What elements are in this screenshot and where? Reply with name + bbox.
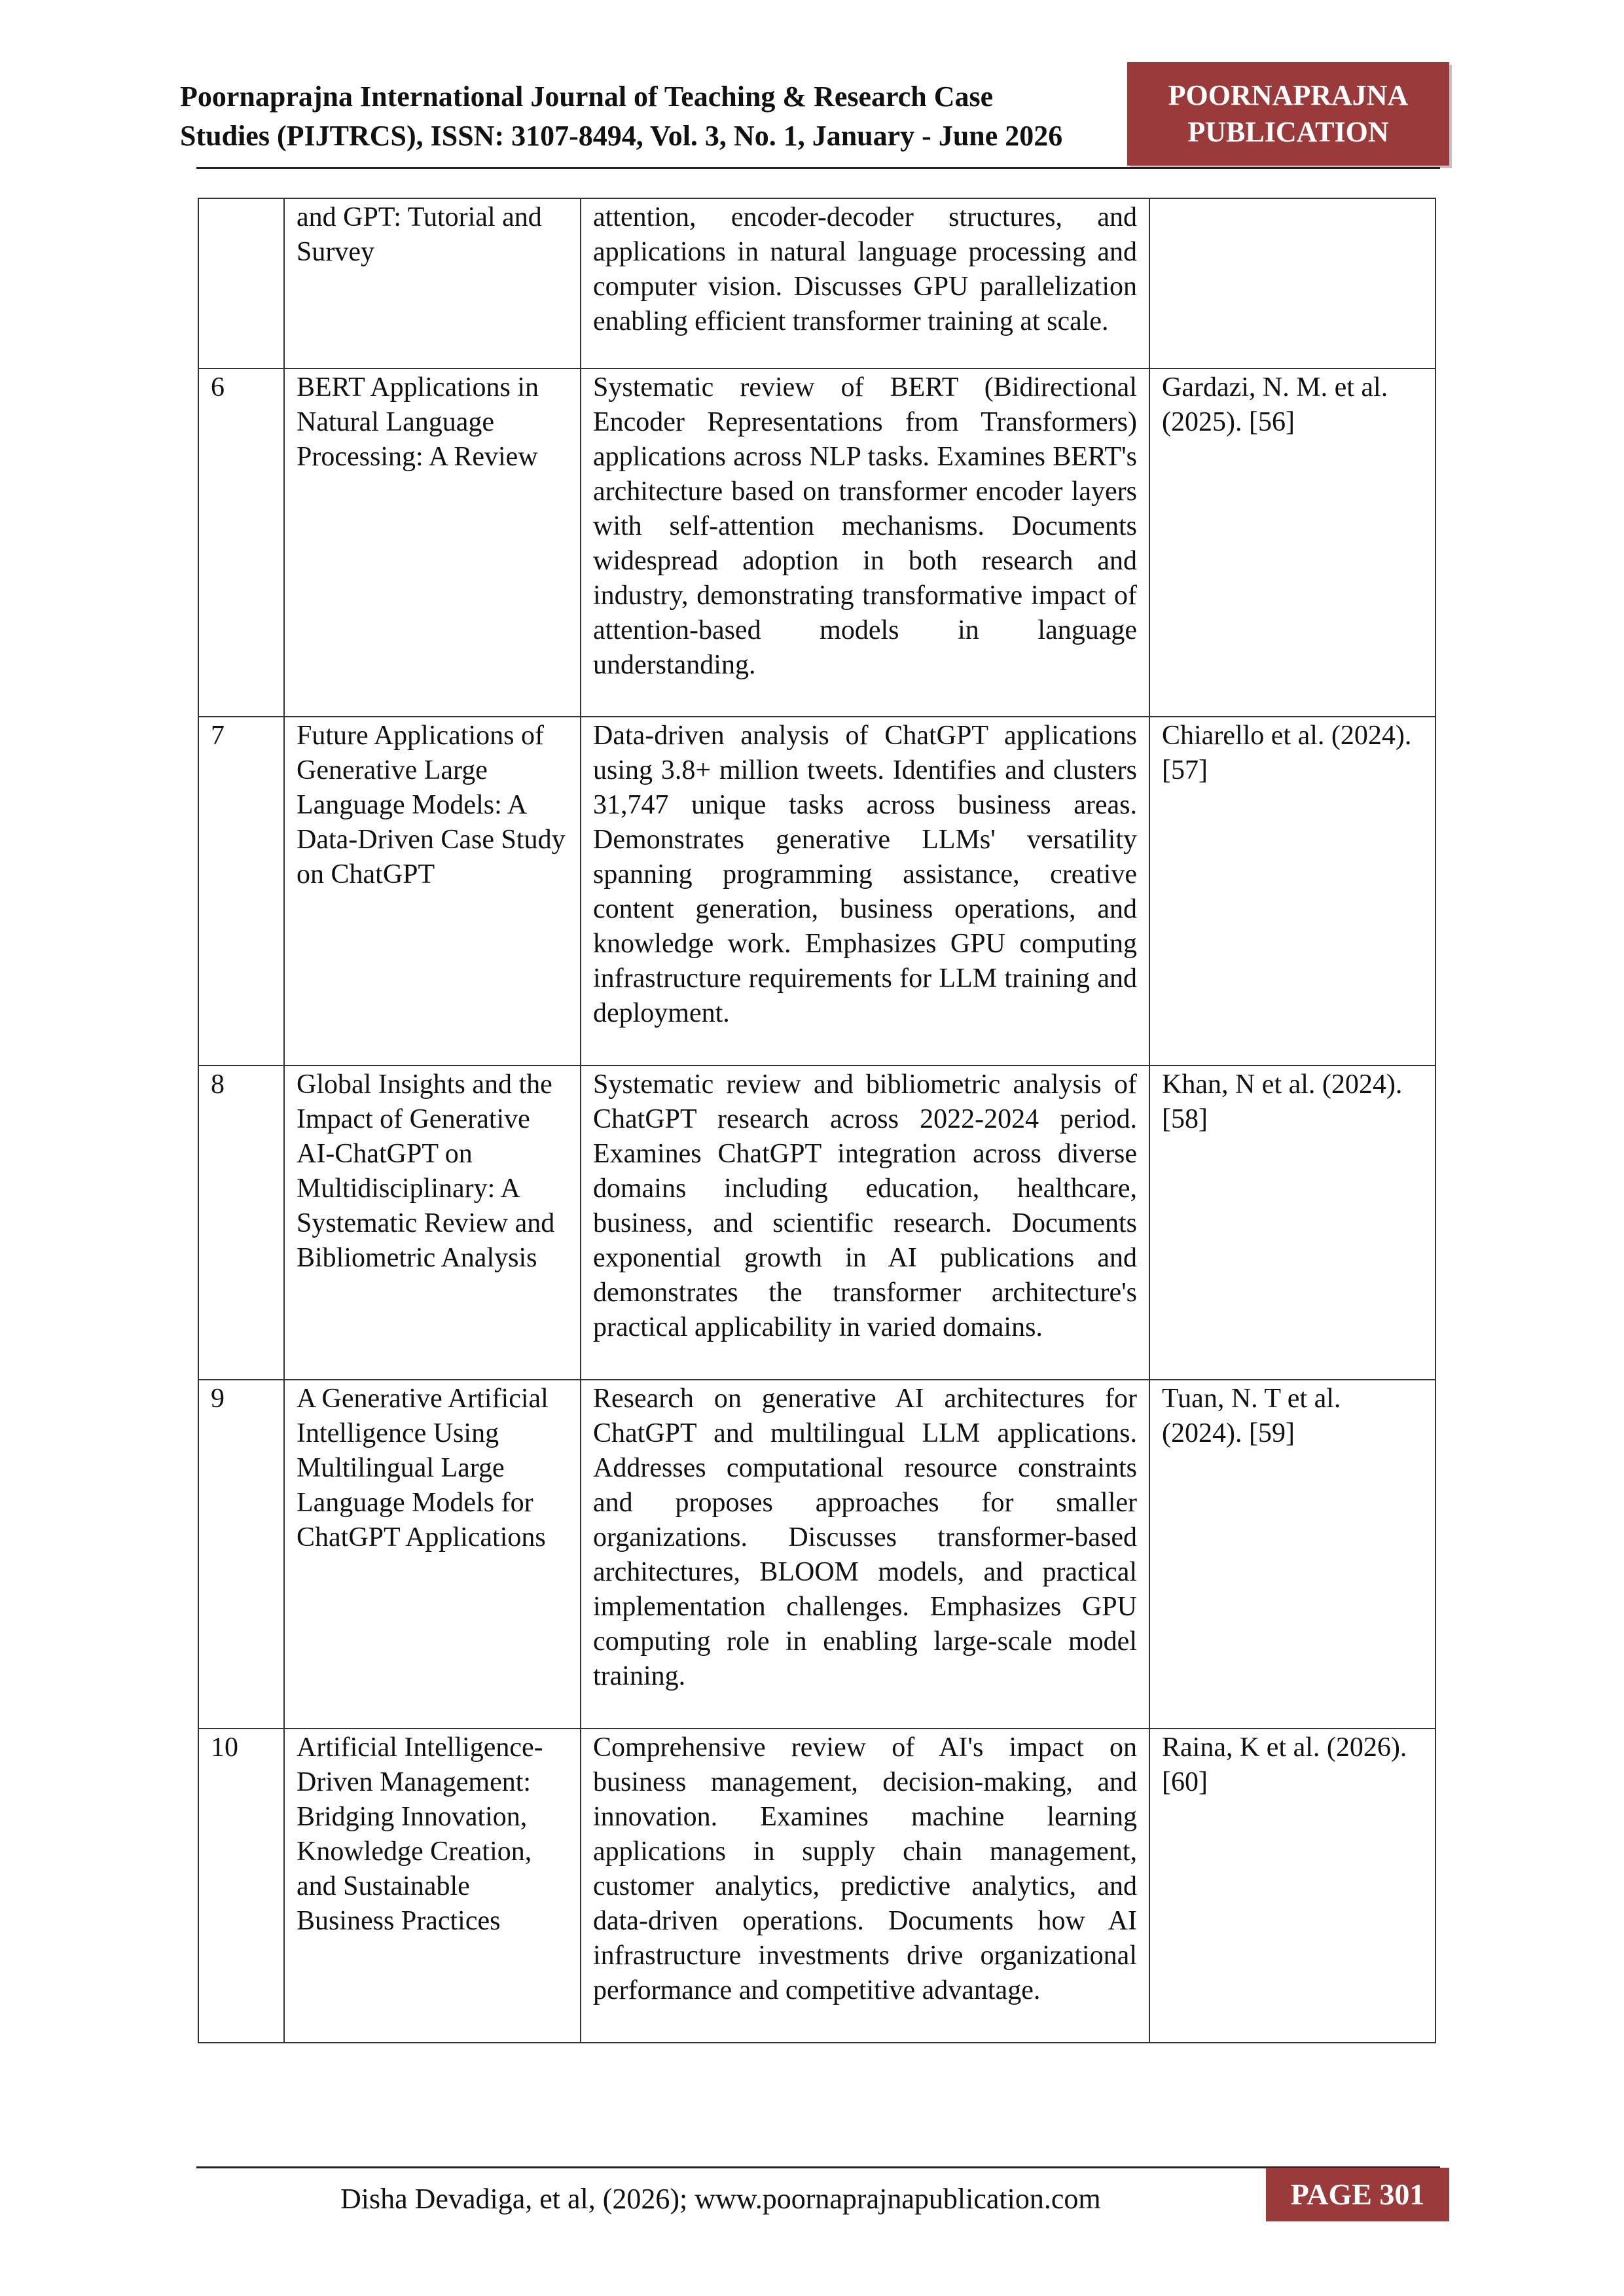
row-number [198, 198, 284, 368]
page-number-badge: PAGE 301 [1266, 2168, 1449, 2221]
paper-reference: Gardazi, N. M. et al. (2025). [56] [1149, 368, 1435, 717]
paper-title: A Generative Artificial Intelligence Using Multilingual Large Language Models for ChatGPT Applications [284, 1380, 581, 1729]
paper-description: attention, encoder-decoder structures, and applications in natural language processing and computer vision. Discusses GPU parallelization enabling efficient transformer training at scale. [581, 198, 1149, 368]
table-row [198, 1729, 1435, 2043]
paper-reference [1149, 198, 1435, 368]
table-row [198, 368, 1435, 717]
row-number: 8 [198, 1066, 284, 1380]
paper-title: Artificial Intelligence-Driven Management: Bridging Innovation, Knowledge Creation, and Sustainable Business Practices [284, 1729, 581, 2043]
table-row [198, 717, 1435, 1066]
table-row [198, 198, 1435, 368]
table-row [198, 1380, 1435, 1729]
publisher-badge-line2: PUBLICATION [1187, 116, 1389, 148]
paper-title: Global Insights and the Impact of Generative AI-ChatGPT on Multidisciplinary: A Systematic Review and Bibliometric Analysis [284, 1066, 581, 1380]
publisher-badge-line1: POORNAPRAJNA [1168, 79, 1409, 111]
paper-description: Research on generative AI architectures for ChatGPT and multilingual LLM applications. Addresses computational resource constraints and proposes approaches for smaller organizations. Discusses transformer-based architectures, BLOOM models, and practical implementation challenges. Emphasizes GPU computing role in enabling large-scale model training. [581, 1380, 1149, 1729]
footer-divider [196, 2166, 1440, 2168]
table-row [198, 1066, 1435, 1380]
paper-reference: Khan, N et al. (2024). [58] [1149, 1066, 1435, 1380]
paper-title: and GPT: Tutorial and Survey [284, 198, 581, 368]
journal-title: Poornaprajna International Journal of Teaching & Research Case Studies (PIJTRCS), ISSN: 3107-8494, Vol. 3, No. 1, January - June 2026 [180, 81, 1063, 152]
row-number: 9 [198, 1380, 284, 1729]
row-number: 7 [198, 717, 284, 1066]
paper-title: BERT Applications in Natural Language Processing: A Review [284, 368, 581, 717]
paper-description: Data-driven analysis of ChatGPT applications using 3.8+ million tweets. Identifies and clusters 31,747 unique tasks across business areas. Demonstrates generative LLMs' versatility spanning programming assistance, creative content generation, business operations, and knowledge work. Emphasizes GPU computing infrastructure requirements for LLM training and deployment. [581, 717, 1149, 1066]
paper-reference: Chiarello et al. (2024). [57] [1149, 717, 1435, 1066]
paper-description: Systematic review and bibliometric analysis of ChatGPT research across 2022-2024 period. Examines ChatGPT integration across diverse domains including education, healthcare, business, and scientific research. Documents exponential growth in AI publications and demonstrates the transformer architecture's practical applicability in varied domains. [581, 1066, 1149, 1380]
paper-title: Future Applications of Generative Large Language Models: A Data-Driven Case Study on ChatGPT [284, 717, 581, 1066]
paper-description: Comprehensive review of AI's impact on business management, decision-making, and innovation. Examines machine learning applications in supply chain management, customer analytics, predictive analytics, and data-driven operations. Documents how AI infrastructure investments drive organizational performance and competitive advantage. [581, 1729, 1149, 2043]
header-divider [196, 167, 1440, 169]
row-number: 6 [198, 368, 284, 717]
paper-reference: Tuan, N. T et al. (2024). [59] [1149, 1380, 1435, 1729]
footer-citation: Disha Devadiga, et al, (2026); www.poornaprajnapublication.com [340, 2183, 1101, 2215]
row-number: 10 [198, 1729, 284, 2043]
literature-table [198, 198, 1436, 2043]
paper-description: Systematic review of BERT (Bidirectional Encoder Representations from Transformers) applications across NLP tasks. Examines BERT's architecture based on transformer encoder layers with self-attention mechanisms. Documents widespread adoption in both research and industry, demonstrating transformative impact of attention-based models in language understanding. [581, 368, 1149, 717]
publisher-badge [1127, 62, 1449, 166]
paper-reference: Raina, K et al. (2026). [60] [1149, 1729, 1435, 2043]
